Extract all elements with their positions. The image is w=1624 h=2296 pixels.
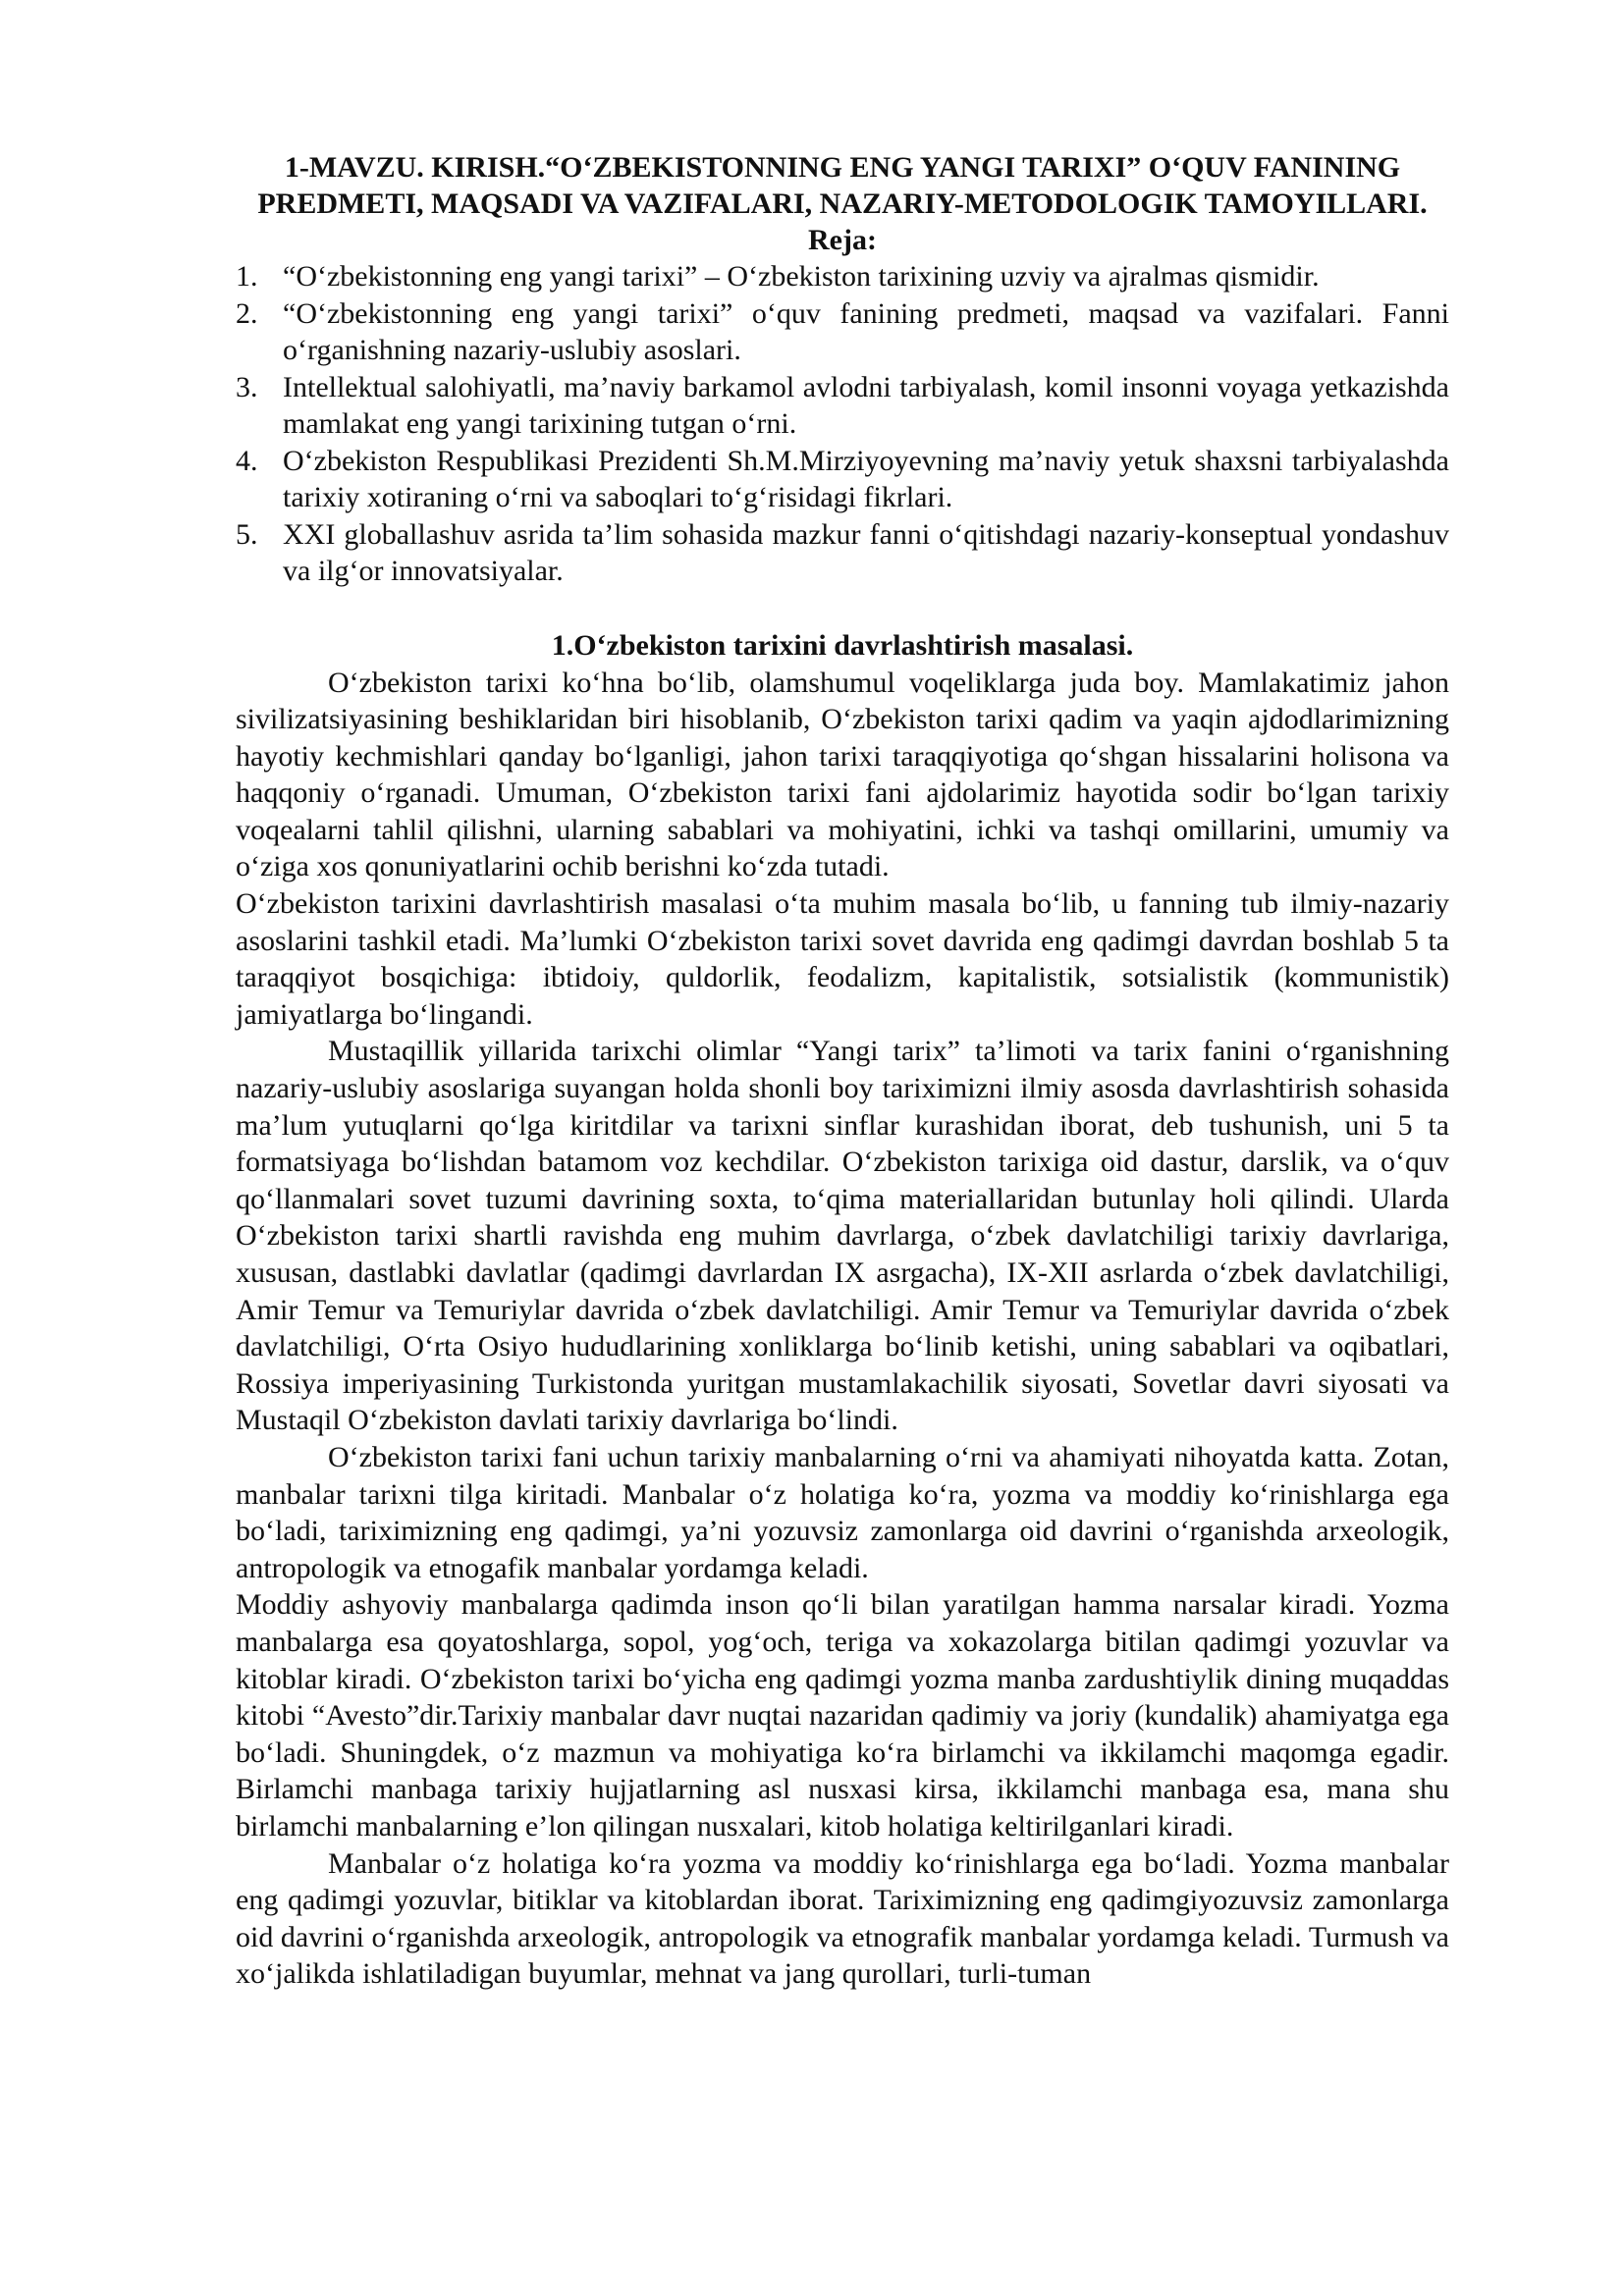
plan-item — [236, 516, 1449, 590]
plan-item-text: “O‘zbekistonning eng yangi tarixi” – O‘zbekiston tarixining uzviy va ajralmas qismidir. — [283, 260, 1320, 293]
section-heading: 1.O‘zbekiston tarixini davrlashtirish masalasi. — [551, 628, 1134, 662]
body-paragraph: Moddiy ashyoviy manbalarga qadimda inson qo‘li bilan yaratilgan hamma narsalar kiradi. Yozma manbalarga esa qoyatoshlarga, sopol, yog‘och, teriga va xokazolarga bitilan qadimgi yozuvlar va kitoblar kiradi. O‘zbekiston tarixi bo‘yicha eng qadimgi yozma manba zardushtiylik dining muqaddas kitobi “Avesto”dir.Tarixiy manbalar davr nuqtai nazaridan qadimiy va joriy (kundalik) ahamiyatga ega bo‘ladi. Shuningdek, o‘z mazmun va mohiyatiga ko‘ra birlamchi va ikkilamchi maqomga egadir. Birlamchi manbaga tarixiy hujjatlarning asl nusxasi kirsa, ikkilamchi manbaga esa, mana shu birlamchi manbalarning e’lon qilingan nusxalari, kitob holatiga keltirilganlari kiradi. — [236, 1588, 1449, 1842]
plan-item-number: 5. — [236, 517, 258, 551]
plan-item-number: 3. — [236, 370, 258, 403]
plan-item-text: Intellektual salohiyatli, ma’naviy barkamol avlodni tarbiyalash, komil insonni voyaga yetkazishda mamlakat eng yangi tarixining tutgan o‘rni. — [283, 370, 1449, 440]
plan-item-number: 2. — [236, 296, 258, 330]
plan-item-text: XXI globallashuv asrida ta’lim sohasida mazkur fanni o‘qitishdagi nazariy-konseptual yondashuv va ilg‘or innovatsiyalar. — [283, 517, 1449, 587]
plan-item — [236, 443, 1449, 516]
body-paragraph: O‘zbekiston tarixini davrlashtirish masalasi o‘ta muhim masala bo‘lib, u fanning tub ilmiy-nazariy asoslarini tashkil etadi. Ma’lumki O‘zbekiston tarixi sovet davrida eng qadimgi davrdan boshlab 5 ta taraqqiyot bosqichiga: ibtidoiy, quldorlik, feodalizm, kapitalistik, sotsialistik (kommunistik) jamiyatlarga bo‘lingandi. — [236, 887, 1449, 1031]
plan-item-number: 1. — [236, 260, 258, 293]
plan-item-number: 4. — [236, 444, 258, 477]
plan-item — [236, 369, 1449, 443]
plan-list — [236, 258, 1449, 590]
body-paragraph: Manbalar o‘z holatiga ko‘ra yozma va moddiy ko‘rinishlarga ega bo‘ladi. Yozma manbalar eng qadimgi yozuvlar, bitiklar va kitoblardan iborat. Tariximizning eng qadimgiyozuvsiz zamonlarga oid davrini o‘rganishda arxeologik, antropologik va etnografik manbalar yordamga keladi. Turmush va xo‘jalikda ishlatiladigan buyumlar, mehnat va jang qurollari, turli-tuman — [236, 1846, 1449, 1991]
document-page — [236, 149, 1449, 1993]
plan-item — [236, 295, 1449, 369]
plan-item-text: “O‘zbekistonning eng yangi tarixi” o‘quv fanining predmeti, maqsad va vazifalari. Fanni o‘rganishning nazariy-uslubiy asoslari. — [283, 296, 1449, 366]
body-paragraph: Mustaqillik yillarida tarixchi olimlar “Yangi tarix” ta’limoti va tarix fanini o‘rganishning nazariy-uslubiy asoslariga suyangan holda shonli boy tariximizni ilmiy asosda davrlashtirish sohasida ma’lum yutuqlarni qo‘lga kiritdilar va tarixni sinflar kurashidan iborat, deb tushunish, uni 5 ta formatsiyaga bo‘lishdan batamom voz kechdilar. O‘zbekiston tarixiga oid dastur, darslik, va o‘quv qo‘llanmalari sovet tuzumi davrining soxta, to‘qima materiallaridan butunlay holi qilindi. Ularda O‘zbekiston tarixi shartli ravishda eng muhim davrlarga, o‘zbek davlatchiligi tarixiy davrlariga, xususan, dastlabki davlatlar (qadimgi davrlardan IX asrgacha), IX-XII asrlarda o‘zbek davlatchiligi, Amir Temur va Temuriylar davrida o‘zbek davlatchiligi. Amir Temur va Temuriylar davrida o‘zbek davlatchiligi, O‘rta Osiyo hududlarining xonliklarga bo‘linib ketishi, uning sabablari va oqibatlari, Rossiya imperiyasining Turkistonda yuritgan mustamlakachilik siyosati, Sovetlar davri siyosati va Mustaqil O‘zbekiston davlati tarixiy davrlariga bo‘lindi. — [236, 1035, 1449, 1437]
body-paragraph: O‘zbekiston tarixi ko‘hna bo‘lib, olamshumul voqeliklarga juda boy. Mamlakatimiz jahon sivilizatsiyasining beshiklaridan biri hisoblanib, O‘zbekiston tarixi qadim va yaqin ajdodlarimizning hayotiy kechmishlari qanday bo‘lganligi, jahon tarixi taraqqiyotiga qo‘shgan hissalarini holisona va haqqoniy o‘rganadi. Umuman, O‘zbekiston tarixi fani ajdolarimiz hayotida sodir bo‘lgan tarixiy voqealarni tahlil qilishni, ularning sabablari va mohiyatini, ichki va tashqi omillarini, umumiy va o‘ziga xos qonuniyatlarini ochib berishni ko‘zda tutadi. — [236, 666, 1449, 883]
plan-heading: Reja: — [808, 224, 877, 256]
plan-item-text: O‘zbekiston Respublikasi Prezidenti Sh.M.Mirziyoyevning ma’naviy yetuk shaxsni tarbiyalashda tarixiy xotiraning o‘rni va saboqlari to‘g‘risidagi fikrlari. — [283, 444, 1449, 513]
body-paragraph: O‘zbekiston tarixi fani uchun tarixiy manbalarning o‘rni va ahamiyati nihoyatda katta. Zotan, manbalar tarixni tilga kiritadi. Manbalar o‘z holatiga ko‘ra, yozma va moddiy ko‘rinishlarga ega bo‘ladi, tariximizning eng qadimgi, ya’ni yozuvsiz zamonlarga oid davrini o‘rganishda arxeologik, antropologik va etnogafik manbalar yordamga keladi. — [236, 1440, 1449, 1584]
plan-item — [236, 258, 1449, 295]
document-title: 1-MAVZU. KIRISH.“O‘ZBEKISTONNING ENG YANGI TARIXI” O‘QUV FANINING PREDMETI, MAQSADI VA VAZIFALARI, NAZARIY-METODOLOGIK TAMOYILLARI. — [257, 151, 1428, 220]
